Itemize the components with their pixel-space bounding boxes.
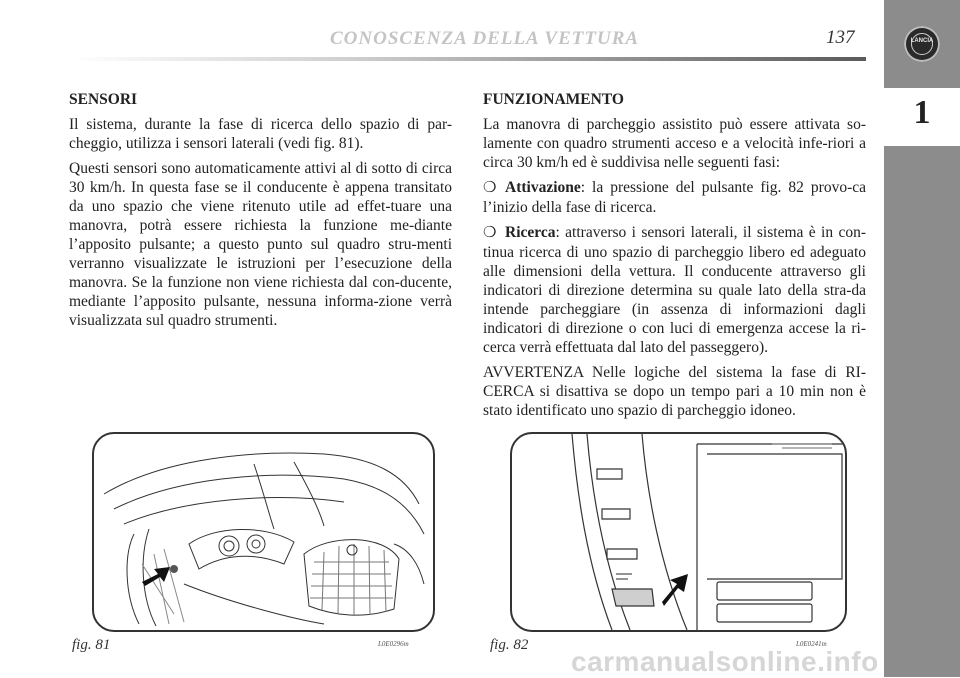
list-item-term: Ricerca	[505, 224, 556, 241]
list-item	[483, 223, 866, 357]
running-header-title: CONOSCENZA DELLA VETTURA	[330, 28, 640, 49]
bullet-circle-icon: ❍	[483, 225, 497, 241]
watermark: carmanualsonline.info	[571, 646, 879, 677]
figure-caption: fig. 81	[72, 637, 111, 653]
figure-82-parking-button	[510, 432, 847, 632]
list-item-text: : la pressione del pulsante fig. 82 provo-ca l’inizio della fase di ricerca.	[483, 179, 866, 216]
paragraph: Questi sensori sono automaticamente attivi al di sotto di circa 30 km/h. In questa fase se il conducente è appena transitato da uno spazio che viene ritenuto utile ad effet-tuare una manovra, potrà essere richiesta la funzione me-diante l’apposito pulsante; a questo punto sul quadro stru-menti verranno visualizzate le istruzioni per l’esecuzione della manovra. Se la funzione non viene richiesta dal con-ducente, mediante l’apposito pulsante, nessuna informa-zione verrà visualizzata sul quadro strumenti.	[69, 160, 452, 329]
section-heading-funzionamento: FUNZIONAMENTO	[483, 91, 624, 108]
page-number: 137	[826, 27, 855, 48]
logo-wordmark: LANCIA	[910, 38, 934, 44]
bullet-circle-icon: ❍	[483, 180, 497, 196]
left-column	[69, 90, 452, 336]
list-item-text: : attraverso i sensori laterali, il sistema è in con-tinua ricerca di uno spazio di parcheggio libero ed adeguato alle dimensioni della vettura. Il conducente attraverso gli indicatori di direzione determina su quale lato della stra-da intende parcheggiare (in assenza di informazioni dagli indicatori di direzione o con luci di emergenza accese la ri-cerca verrà effettuata dal lato del passeggero).	[483, 224, 866, 356]
figure-81-car-front	[92, 432, 435, 632]
logo-shield	[911, 33, 933, 55]
paragraph: Il sistema, durante la fase di ricerca dello spazio di par-cheggio, utilizza i sensori laterali (vedi fig. 81).	[69, 116, 452, 152]
section-heading-sensori: SENSORI	[69, 91, 138, 108]
list-item-term: Attivazione	[505, 179, 581, 196]
dashboard-button-illustration	[512, 434, 845, 630]
chapter-number: 1	[913, 94, 931, 131]
brand-logo-icon	[904, 26, 940, 62]
figure-code: L0E0241m	[796, 640, 827, 648]
intro-paragraph: La manovra di parcheggio assistito può essere attivata so-lamente con quadro strumenti acceso e a velocità infe-riori a circa 30 km/h ed è suddivisa nelle seguenti fasi:	[483, 116, 866, 171]
chapter-box	[884, 88, 960, 146]
figure-code: L0E0296m	[378, 640, 409, 648]
warning-paragraph: AVVERTENZA Nelle logiche del sistema la fase di RI-CERCA si disattiva se dopo un tempo pari a 10 min non è stato identificato uno spazio di parcheggio idoneo.	[483, 364, 866, 419]
car-front-illustration	[94, 434, 433, 630]
right-column	[483, 90, 866, 426]
side-sensor	[170, 565, 178, 573]
figure-caption: fig. 82	[490, 637, 529, 653]
arrow-pointer-icon	[662, 574, 688, 606]
list-item	[483, 178, 866, 217]
header-rule	[70, 57, 866, 61]
